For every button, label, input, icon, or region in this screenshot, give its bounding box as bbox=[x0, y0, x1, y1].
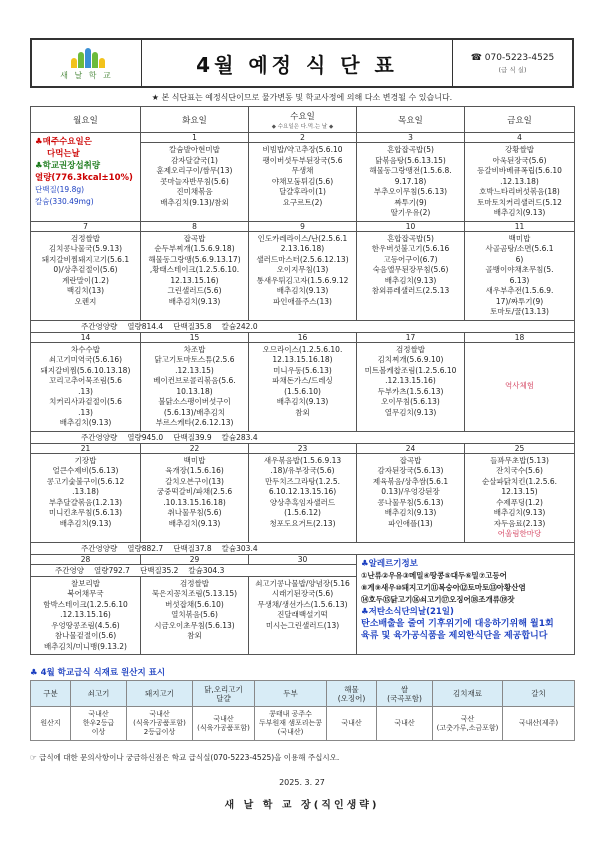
day-number: 8 bbox=[141, 221, 249, 231]
weekday-header-row bbox=[31, 107, 575, 133]
day-number: 18 bbox=[465, 332, 575, 342]
day-number: 28 bbox=[31, 554, 141, 564]
menu-cell: 잡곡밥 감자된장국(5.6.13) 제육볶음/상추쌈(5.6.1 0.13)/우엉강된장 콩나물무침(5.6.13) 배추김치(9.13) 파인애플(13) bbox=[357, 453, 465, 542]
nutrition-row bbox=[31, 431, 575, 443]
nutrition-row bbox=[31, 542, 575, 554]
weekly-nutrition: 주간영양량 열량945.0 단백질39.9 칼슘283.4 bbox=[31, 431, 575, 443]
weekly-nutrition: 주간영양 열량792.7 단백질35.2 칼슘304.3 bbox=[31, 564, 357, 576]
menu-cell: 흔합잡곡밥(5) 닭볶음탕(5.6.13.15) 해물동그랑땡전(1.5.6.8. 9.17.18) 부추오이무침(5.6.13) 짜투기(9) 딸기우유(2) bbox=[357, 143, 465, 222]
day-number-row bbox=[31, 221, 575, 231]
day-number: 3 bbox=[357, 133, 465, 143]
menu-cell: 인도카레라이스/난(2.5.6.1 2.13.16.18) 샐러드마스터(2.5.6.12.13) 오이지무침(13) 통새우튀김고자(1.5.6.9.12 배추김치(9.13) 파인애플주스(13) bbox=[249, 231, 357, 320]
weekday-wed: 수요일 ◆ 수요일은 다.먹.는 날 ◆ bbox=[249, 107, 357, 133]
origin-value: 국내산 bbox=[327, 707, 377, 741]
day-number: 10 bbox=[357, 221, 465, 231]
menu-cell: 검정쌀밥 묵은지꽁치조림(5.13.15) 버섯잡채(5.6.10) 열치볶음(5.6) 시금오이초무침(5.6.13) 참외 bbox=[141, 576, 249, 655]
day-number: 7 bbox=[31, 221, 141, 231]
menu-cell: 검정쌀밥 김치찌개(5.6.9.10) 미트볼케찹조림(1.2.5.6.10 .12.13.15.16) 두부카츠(1.5.6.13) 오이무침(5.6.13) 열무김치(9.13) bbox=[357, 342, 465, 431]
weekly-nutrition: 주간영양량 열량882.7 단백질37.8 칼슘303.4 bbox=[31, 542, 575, 554]
menu-table bbox=[30, 106, 575, 655]
field-trip-cell: 역사체험 bbox=[465, 342, 575, 431]
header bbox=[30, 38, 574, 88]
origin-header: 쇠고기 bbox=[71, 681, 127, 707]
origin-header: 김치재료 bbox=[433, 681, 503, 707]
contact-box bbox=[452, 40, 572, 86]
origin-table bbox=[30, 680, 575, 741]
day-number: 22 bbox=[141, 443, 249, 453]
origin-header: 두부 bbox=[255, 681, 327, 707]
origin-value: 국내산(제주) bbox=[503, 707, 575, 741]
origin-header: 구분 bbox=[31, 681, 71, 707]
menu-cell: 차수수밥 쇠고기미역국(5.6.16) 돼지갈비찜(5.6.10.13.18) 꼬리고추어묵조림(5.6 .13) 치커리사과겉절이(5.6 .13) 배추김치(9.13) bbox=[31, 342, 141, 431]
menu-cell: 기장밥 얼큰수제비(5.6.13) 콩고기숯불구이(5.6.12 .13.18) 부추달걀볶음(1.2.13) 미니킨초무침(5.6.13) 배추김치(9.13) bbox=[31, 453, 141, 542]
origin-value: 원산지 bbox=[31, 707, 71, 741]
origin-header: 쌀 (국곡포함) bbox=[377, 681, 433, 707]
day-number: 29 bbox=[141, 554, 249, 564]
origin-header-row bbox=[31, 681, 575, 707]
menu-cell: 칼슘발아현미밥 감자달걀국(1) 훈제오리구이/쌈무(13) 콧마늘자반무침(5.6) 진미채볶음 배추김치(9.13)/참외 bbox=[141, 143, 249, 222]
menu-cell: 비빔밥/약고추장(5.6.10 팽이버섯두부된장국(5.6 무생채 야채모둠튀김(5.6) 달걀후라이(1) 요구르트(2) bbox=[249, 143, 357, 222]
day-number: 1 bbox=[141, 133, 249, 143]
weekly-nutrition: 주간영양량 열량814.4 단백질35.8 칼슘242.0 bbox=[31, 320, 575, 332]
day-number-row bbox=[31, 133, 575, 143]
day-number: 9 bbox=[249, 221, 357, 231]
day-number: 15 bbox=[141, 332, 249, 342]
sprout-logo-icon bbox=[67, 46, 107, 68]
issue-date: 2025. 3. 27 bbox=[279, 778, 325, 787]
day-number: 24 bbox=[357, 443, 465, 453]
menu-row bbox=[31, 453, 575, 542]
day-number: 30 bbox=[249, 554, 357, 564]
weekday-tue: 화요일 bbox=[141, 107, 249, 133]
origin-value: 국내산 (식육가공품포함) bbox=[193, 707, 255, 741]
menu-cell: 백미밥 육개장(1.5.6.16) 갈치오븐구이(13) 궁중떡갈비/파채(2.5.6 .10.13.15.16.18) 취나물무침(5.6) 배추김치(9.13) bbox=[141, 453, 249, 542]
day-number-row bbox=[31, 332, 575, 342]
contact-note: ☞ 급식에 대한 문의사항이나 궁금하신점은 학교 급식실(070-5223-4525)을 이용해 주십시오. bbox=[30, 753, 340, 762]
menu-cell: 흔합잡곡밥(5) 한우버섯불고기(5.6.16 고등어구이(6.7) 숙음앨무된장무침(5.6) 배추김치(9.13) 참외퓨레샐러드(2.5.13 bbox=[357, 231, 465, 320]
day-number: 21 bbox=[31, 443, 141, 453]
day-number-row bbox=[31, 443, 575, 453]
wed-subtitle: ◆ 수요일은 다.먹.는 날 ◆ bbox=[271, 123, 334, 130]
phone-label: (급 식 실) bbox=[498, 65, 527, 74]
menu-row bbox=[31, 231, 575, 320]
origin-value: 국산 (고춧가루,소금포함) bbox=[433, 707, 503, 741]
day-number: 25 bbox=[465, 443, 575, 453]
menu-cell: 차조밥 닭고기토마토스튜(2.5.6 .12.13.15) 베이컨브로콜리볶음(5.6. 10.13.18) 불닭소스팽이버섯구이 (5.6.13)/배추김치 부르스케타(2.6.12.13) bbox=[141, 342, 249, 431]
page-title: 4월 예정 식 단 표 bbox=[196, 52, 398, 77]
menu-cell: 들꽈무초밥(5.13) 잔치국수(5.6) 순살파닭치킨(1.2.5.6. 12.13.15) 수제푸딩(1.2) 배추김치(9.13) 자두음료(2.13) 어울림한마당 bbox=[465, 453, 575, 542]
origin-value: 국내산 bbox=[377, 707, 433, 741]
weekday-fri: 금요일 bbox=[465, 107, 575, 133]
intro-cell: ♣매주수요일은 다먹는날 ♣학교권장섭취량 열량(776.3kcal±10%) 단백질(19.8g) 칼슘(330.49mg) bbox=[31, 133, 141, 222]
phone-icon: ☎ bbox=[470, 52, 485, 63]
origin-value: 콩태내 공주수 두부원재 샘포리는콩 (국내산) bbox=[255, 707, 327, 741]
weekday-mon: 월요일 bbox=[31, 107, 141, 133]
origin-header: 닭,오리고기 달걀 bbox=[193, 681, 255, 707]
day-number: 11 bbox=[465, 221, 575, 231]
day-number-row bbox=[31, 554, 575, 564]
menu-cell: 검정쌀밥 김치콩나물국(5.9.13) 돼지갈비찜돼지고기(5.6.1 0)/상추겉절이(5.6) 계란말이(1.2) 백김치(13) 오렌지 bbox=[31, 231, 141, 320]
origin-value-row bbox=[31, 707, 575, 741]
menu-page bbox=[30, 30, 574, 830]
day-number: 4 bbox=[465, 133, 575, 143]
menu-cell: 찰보리밥 북어채무국 함박스테이크(1.2.5.6.10 .12.13.15.16) 우엉땅콩조림(4.5.6) 참나물겉절이(5.6) 배추김치/미니뱅(9.13.2) bbox=[31, 576, 141, 655]
menu-cell: 오므라이스(1.2.5.6.10. 12.13.15.16.18) 미니우동(5.6.13) 파채돈가스/드레싱 (1.5.6.10) 배추김치(9.13) 참외 bbox=[249, 342, 357, 431]
phone-number: ☎ 070-5223-4525 bbox=[470, 52, 555, 63]
day-number: 14 bbox=[31, 332, 141, 342]
weekday-thu: 목요일 bbox=[357, 107, 465, 133]
menu-cell: 쇠고기콩나물밥/양념장(5.16 시래기된장국(5.6) 무생채/생선가스(1.5.6.13) 진달래백설기떡 미시는그린샐러드(13) bbox=[249, 576, 357, 655]
menu-cell: 잡곡밥 순두부찌개(1.5.6.9.18) 해물동그랑땡(5.6.9.13.17) ,황태스테이크(1.2.5.6.10. 12.13.15.16) 그린샐러드(5.6) 배추김치(9.13) bbox=[141, 231, 249, 320]
day-number: 23 bbox=[249, 443, 357, 453]
allergy-info: ♣알레르기정보 ①난류②우유③메밀④땅콩⑤대두⑥밀⑦고등어 ⑧게⑨새우⑩돼지고기⑪복숭아⑫토마토⑬아황산염 ⑭호두⑮닭고기⑯쇠고기⑰오징어⑱조개류⑲잣 ♣저탄소식단의날(21일) 탄소배출을 줄여 기후위기에 대응하기위해 월1회 육류 및 육가공식품을 제외한식단을 제공합니다 bbox=[357, 554, 575, 655]
menu-cell: 새우볶음밥(1.5.6.9.13 .18)/유부장국(5.6) 만두치즈그라탕(1.2.5. 6.10.12.13.15.16) 양상추흑임자샐러드 (1.5.6.12) 청포도요거트(2.13) bbox=[249, 453, 357, 542]
menu-cell: 강황쌀밥 아욱된장국(5.6) 등갈비바베큐폭립(5.6.10 .12.13.18) 호박느타리버섯볶음(18) 토마토치커리샐러드(5.12 배추김치(9.13) bbox=[465, 143, 575, 222]
origin-header: 돼지고기 bbox=[127, 681, 193, 707]
origin-title: ♣ 4월 학교급식 식재료 원산지 표시 bbox=[30, 668, 166, 678]
day-number: 2 bbox=[249, 133, 357, 143]
menu-row bbox=[31, 342, 575, 431]
day-number: 17 bbox=[357, 332, 465, 342]
notice-text: ★ 본 식단표는 예정식단이므로 물가변동 및 학교사정에 의해 다소 변경될 수 있습니다. bbox=[151, 93, 453, 102]
menu-cell: 백미밥 사골곰탕/소면(5.6.1 6) 골뱅이야채초무침(5. 6.13) 새우부추전(1.5.6.9. 17)/짜투기(9) 토마토/꿀(13.13) bbox=[465, 231, 575, 320]
origin-header: 갈치 bbox=[503, 681, 575, 707]
origin-value: 국내산 (식육가공품포함) 2등급이상 bbox=[127, 707, 193, 741]
school-name: 새 날 학 교 bbox=[60, 70, 113, 80]
day-number: 16 bbox=[249, 332, 357, 342]
event-label: 어울림한마당 bbox=[497, 529, 542, 538]
school-logo bbox=[32, 40, 142, 86]
origin-value: 국내산 한우2등급 이상 bbox=[71, 707, 127, 741]
nutrition-row bbox=[31, 320, 575, 332]
principal-signature: 새 날 학 교 장(직인생략) bbox=[224, 800, 380, 811]
origin-header: 해물 (오징어) bbox=[327, 681, 377, 707]
